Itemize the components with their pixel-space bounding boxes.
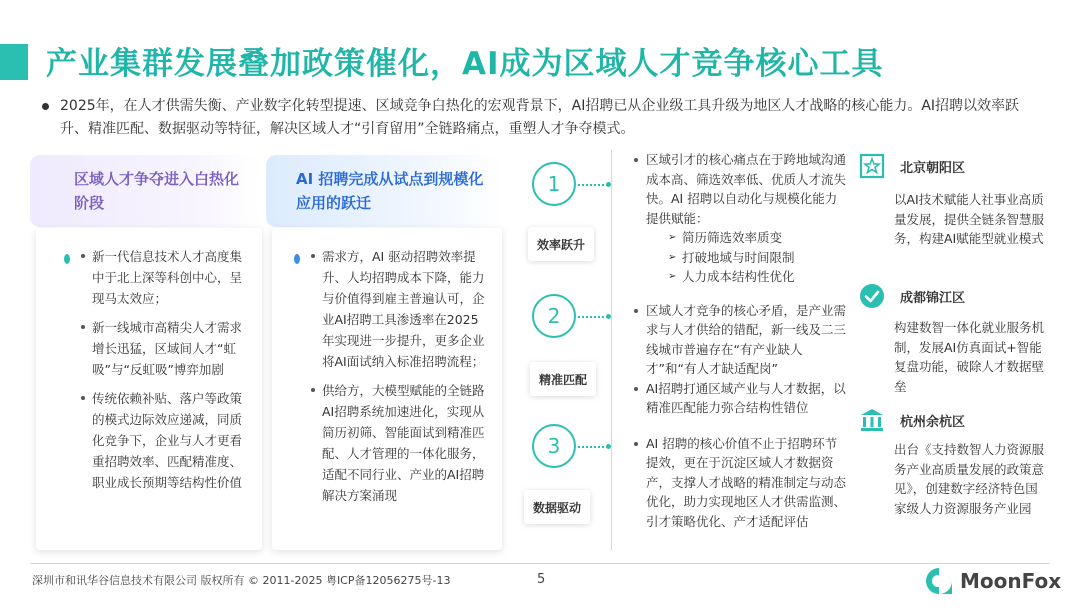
list-item: 新一线城市高精尖人才需求增长迅猛，区域间人才“虹吸”与“反虹吸”博弈加剧 [92,317,252,380]
detail-item-2: 区域人才竞争的核心矛盾，是产业需求与人才供给的错配，新一线及二三线城市普遍存在“有产业缺人才”和“有人才缺适配岗” [624,301,846,379]
landmark-icon [858,406,886,434]
step-label-3: 数据驱动 [524,490,590,524]
city-header-beijing [858,152,965,180]
city-name: 杭州余杭区 [900,414,966,430]
title-accent-bar [0,44,28,80]
footer-copyright: 深圳市和讯华谷信息技术有限公司 版权所有 © 2011-2025 粤ICP备12056275号-13 [32,574,451,587]
city-text-beijing: 以AI技术赋能人社事业高质量发展，提供全链条智慧服务，构建AI赋能型就业模式 [894,192,1045,246]
intro-bullet [42,103,49,110]
step-connector-1 [578,184,608,186]
detail-item-3: AI招聘打通区域产业与人才数据，以精准匹配能力弥合结构性错位 [624,379,846,418]
city-name: 北京朝阳区 [900,160,966,176]
list-item: 供给方，大模型赋能的全链路AI招聘系统加速进化，实现从简历初筛、智能面试到精准匹配、人才管理的一体化服务，适配不同行业、产业的AI招聘解决方案涌现 [322,380,490,506]
step-circle-2: 2 [532,294,576,338]
step-circle-1: 1 [532,162,576,206]
details-column [624,150,846,531]
intro-paragraph [60,95,1035,141]
detail-item-4: AI 招聘的核心价值不止于招聘环节提效，更在于沉淀区域人才数据资产，支撑人才战略的精准制定与动态优化，助力实现地区人才供需监测、引才策略优化、产才适配评估 [624,434,846,532]
step-label-2: 精准匹配 [530,362,596,396]
left-side-dot [64,254,70,264]
middle-side-dot [294,254,300,264]
middle-column-list [322,246,490,514]
check-icon [858,282,886,310]
city-text-hangzhou: 出台《支持数智人力资源服务产业高质量发展的政策意见》，创建数字经济特色国家级人力资源服务产业园 [894,442,1045,516]
step-connector-2 [578,316,608,318]
detail-sub-item: ➢ 打破地域与时间限制 [624,248,846,268]
middle-column-header: AI 招聘完成从试点到规模化应用的跃迁 [266,155,502,227]
detail-item-1: 区域引才的核心痛点在于跨地域沟通成本高、筛选效率低、优质人才流失快。AI 招聘以自动化与规模化能力提供赋能： [624,150,846,228]
detail-sub-item: ➢ 人力成本结构性优化 [624,267,846,287]
intro-text: 2025年，在人才供需失衡、产业数字化转型提速、区域竞争白热化的宏观背景下，AI招聘已从企业级工具升级为地区人才战略的核心能力。AI招聘以效率跃升、精准匹配、数据驱动等特征，解决区域人才“引育留用”全链路痛点，重塑人才争夺模式。 [60,98,1020,137]
step-circle-3: 3 [532,424,576,468]
left-column-header: 区域人才争夺进入白热化阶段 [30,155,260,227]
moonfox-logo-icon [924,566,954,596]
list-item: 需求方，AI 驱动招聘效率提升、人均招聘成本下降，能力与价值得到雇主普遍认可，企业AI招聘工具渗透率在2025年实现进一步提升，更多企业将AI面试纳入标准招聘流程； [322,246,490,372]
step-connector-3 [578,446,608,448]
timeline-divider [611,150,612,550]
list-item: 传统依赖补贴、落户等政策的模式边际效应递减，同质化竞争下，企业与人才更看重招聘效率、匹配精准度、职业成长预期等结构性价值 [92,388,252,493]
city-header-hangzhou [858,406,965,434]
page-title: 产业集群发展叠加政策催化，AI成为区域人才竞争核心工具 [46,46,884,82]
page-number: 5 [537,572,546,587]
moonfox-logo [924,566,1061,596]
step-label-1: 效率跃升 [528,227,594,261]
footer-divider [30,563,1050,564]
city-text-chengdu: 构建数智一体化就业服务机制，发展AI仿真面试+智能复盘功能，破除人才数据壁垒 [894,320,1045,394]
list-item: 新一代信息技术人才高度集中于北上深等科创中心，呈现马太效应； [92,246,252,309]
city-name: 成都锦江区 [900,290,966,306]
city-header-chengdu [858,282,965,310]
detail-sub-item: ➢ 简历筛选效率质变 [624,228,846,248]
logo-text: MoonFox [960,569,1062,593]
star-icon [858,152,886,180]
left-column-list [92,246,252,501]
left-column-body [36,228,262,550]
middle-column-body [272,228,502,550]
